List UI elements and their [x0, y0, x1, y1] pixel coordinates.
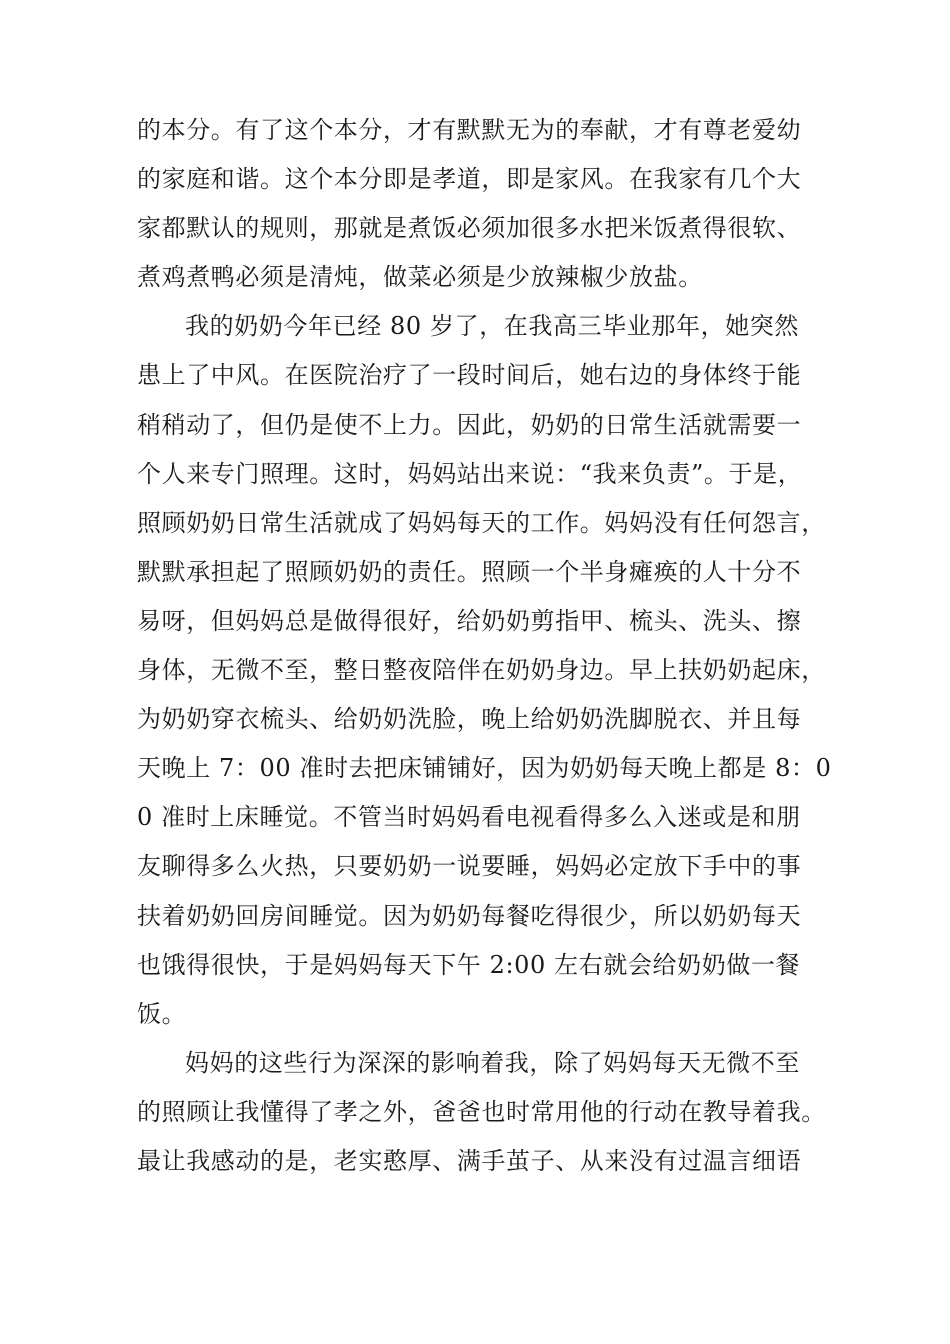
- text-line: 的本分。有了这个本分，才有默默无为的奉献，才有尊老爱幼: [137, 116, 802, 144]
- text-line: 0 准时上床睡觉。不管当时妈妈看电视看得多么入迷或是和朋: [137, 803, 801, 832]
- text-line: 默默承担起了照顾奶奶的责任。照顾一个半身瘫痪的人十分不: [137, 557, 802, 586]
- text-line: 易呀，但妈妈总是做得很好，给奶奶剪指甲、梳头、洗头、擦: [137, 606, 802, 635]
- text-line: 最让我感动的是，老实憨厚、满手茧子、从来没有过温言细语: [137, 1146, 802, 1175]
- text-line: 稍稍动了，但仍是使不上力。因此，奶奶的日常生活就需要一: [137, 410, 802, 439]
- text-line: 照顾奶奶日常生活就成了妈妈每天的工作。妈妈没有任何怨言，: [137, 508, 826, 537]
- paragraph-first-line: 我的奶奶今年已经 80 岁了，在我高三毕业那年，她突然: [185, 312, 799, 341]
- text-line: 的家庭和谐。这个本分即是孝道，即是家风。在我家有几个大: [137, 165, 802, 194]
- document-body: [137, 106, 837, 1186]
- text-line: 家都默认的规则，那就是煮饭必须加很多水把米饭煮得很软、: [137, 214, 802, 243]
- text-line: 患上了中风。在医院治疗了一段时间后，她右边的身体终于能: [137, 361, 802, 390]
- text-line: 天晚上 7：00 准时去把床铺铺好，因为奶奶每天晚上都是 8：0: [137, 754, 832, 783]
- text-line: 也饿得很快，于是妈妈每天下午 2:00 左右就会给奶奶做一餐: [137, 950, 801, 979]
- text-line: 为奶奶穿衣梳头、给奶奶洗脸，晚上给奶奶洗脚脱衣、并且每: [137, 705, 802, 734]
- text-line: 煮鸡煮鸭必须是清炖，做菜必须是少放辣椒少放盐。: [137, 263, 703, 292]
- text-line: 友聊得多么火热，只要奶奶一说要睡，妈妈必定放下手中的事: [137, 852, 802, 881]
- text-line: 个人来专门照理。这时，妈妈站出来说：“我来负责”。于是，: [137, 459, 803, 488]
- text-line: 身体，无微不至，整日整夜陪伴在奶奶身边。早上扶奶奶起床，: [137, 656, 826, 685]
- text-line: 扶着奶奶回房间睡觉。因为奶奶每餐吃得很少，所以奶奶每天: [137, 901, 802, 930]
- paragraph-first-line: 妈妈的这些行为深深的影响着我，除了妈妈每天无微不至: [185, 1048, 800, 1077]
- text-line: 饭。: [137, 999, 187, 1028]
- text-line: 的照顾让我懂得了孝之外，爸爸也时常用他的行动在教导着我。: [137, 1097, 826, 1126]
